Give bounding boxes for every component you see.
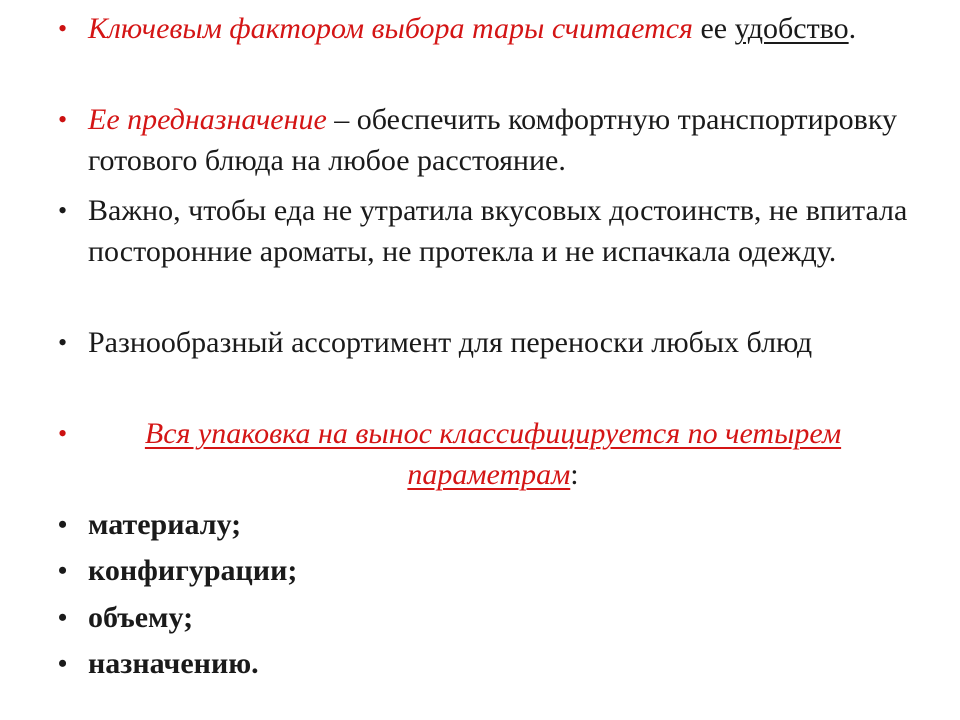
bullet-classification bbox=[88, 413, 898, 495]
assortment-text: Разнообразный ассортимент для переноски любых блюд bbox=[88, 326, 813, 359]
key-factor-black-text: ее bbox=[692, 12, 735, 45]
bullet-key-factor bbox=[88, 8, 918, 49]
key-factor-emphasis: удобство bbox=[734, 12, 849, 45]
bullet-important bbox=[88, 190, 918, 272]
list-item-configuration: конфигурации; bbox=[88, 554, 298, 587]
list-item-purpose: назначению. bbox=[88, 647, 259, 680]
important-text: Важно, чтобы еда не утратила вкусовых достоинств, не впитала посторонние ароматы, не протекла и не испачкала одежду. bbox=[88, 194, 908, 268]
key-factor-end: . bbox=[848, 12, 857, 45]
key-factor-red-text: Ключевым фактором выбора тары считается bbox=[88, 12, 693, 45]
list-item bbox=[88, 597, 918, 638]
purpose-black-text: – обеспечить комфортную транспортировку готового блюда на любое расстояние. bbox=[88, 103, 897, 177]
classification-end: : bbox=[570, 458, 579, 491]
list-item bbox=[88, 550, 918, 591]
bullet-purpose bbox=[88, 99, 918, 181]
purpose-red-text: Ее предназначение bbox=[88, 103, 327, 136]
classification-red-text: Вся упаковка на вынос классифицируется по четырем параметрам bbox=[144, 417, 842, 491]
list-item-volume: объему; bbox=[88, 601, 194, 634]
list-item bbox=[88, 504, 918, 545]
bullet-assortment bbox=[88, 322, 918, 363]
list-item-material: материалу; bbox=[88, 508, 242, 541]
list-item bbox=[88, 643, 918, 684]
